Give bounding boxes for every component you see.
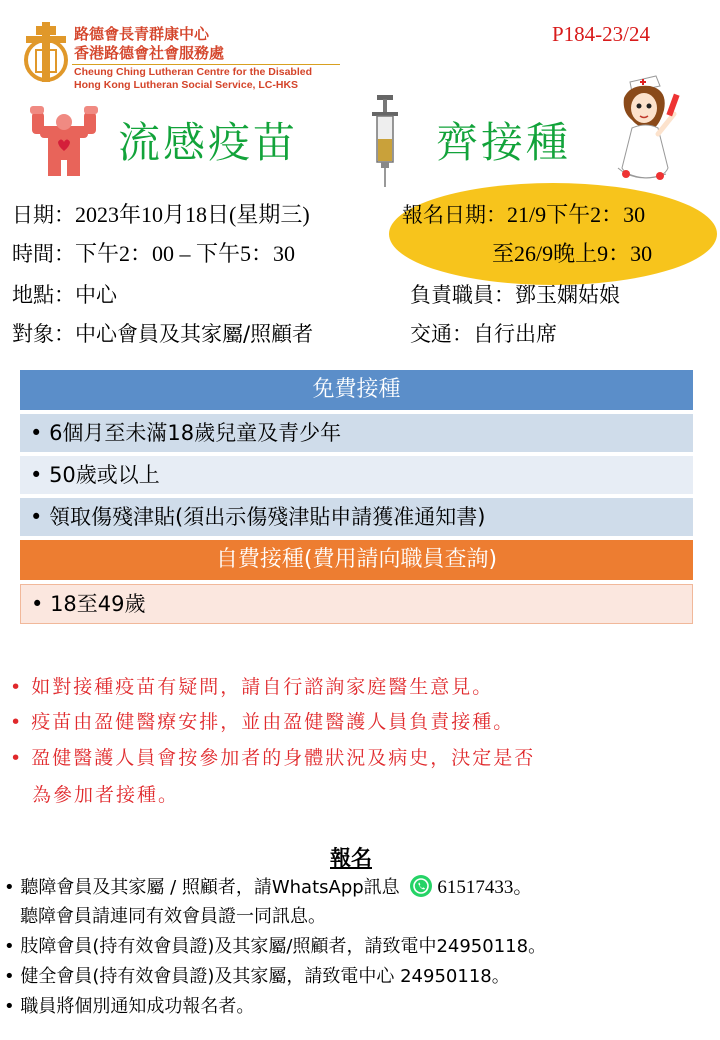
org-name-en-1: Cheung Ching Lutheran Centre for the Disabled — [74, 66, 313, 78]
venue-value: 中心 — [75, 283, 117, 307]
strongman-heart-icon — [30, 104, 98, 178]
reg-item-1: • 聽障會員及其家屬 / 照顧者，請WhatsApp訊息 61517433。 — [4, 872, 532, 899]
doc-code: P184-23/24 — [552, 22, 651, 46]
paid-section-header: 自費接種(費用請向職員查詢) — [20, 540, 693, 580]
registration-title: 報名 — [330, 846, 372, 870]
free-item-2: • 50歲或以上 — [20, 456, 693, 494]
free-item-text: 領取傷殘津貼(須出示傷殘津貼申請獲准通知書) — [49, 505, 486, 529]
reg-date-value: 21/9下午2：30 — [507, 202, 646, 227]
venue-label: 地點： — [12, 283, 75, 307]
org-divider — [72, 64, 340, 65]
paid-item-text: 18至49歲 — [50, 592, 146, 616]
vaccination-table — [20, 370, 693, 624]
org-name-zh-1: 路德會長青群康中心 — [74, 25, 210, 43]
venue-line — [12, 279, 117, 309]
target-value: 中心會員及其家屬/照顧者 — [75, 322, 314, 346]
staff-label: 負責職員： — [410, 283, 515, 307]
note-3-cont — [32, 780, 179, 807]
free-item-1: • 6個月至未滿18歲兒童及青少年 — [20, 414, 693, 452]
staff-value: 鄧玉嫻姑娘 — [515, 283, 620, 307]
target-label: 對象： — [12, 322, 75, 346]
reg-item-4: • 職員將個別通知成功報名者。 — [4, 996, 255, 1017]
title-part2: 齊接種 — [436, 118, 572, 167]
lutheran-cross-logo — [22, 22, 70, 84]
transport-value: 自行出席 — [473, 322, 557, 346]
reg-item-3: • 健全會員(持有效會員證)及其家屬，請致電中心 24950118。 — [4, 966, 510, 987]
whatsapp-number: 61517433。 — [437, 877, 533, 898]
org-name-zh-2: 香港路德會社會服務處 — [74, 44, 225, 62]
note-1: • 如對接種疫苗有疑問，請自行諮詢家庭醫生意見。 — [10, 676, 494, 698]
note-text: 疫苗由盈健醫療安排，並由盈健醫護人員負責接種。 — [31, 711, 515, 733]
free-section-header: 免費接種 — [20, 370, 693, 410]
note-2: • 疫苗由盈健醫療安排，並由盈健醫護人員負責接種。 — [10, 711, 515, 733]
target-line — [12, 318, 313, 348]
reg-item-1-cont — [20, 902, 326, 928]
reg-date-label: 報名日期： — [402, 203, 507, 227]
reg-item-text: 肢障會員(持有效會員證)及其家屬/照顧者，請致電中24950118。 — [20, 936, 547, 957]
free-item-text: 6個月至未滿18歲兒童及青少年 — [49, 421, 342, 445]
note-3: • 盈健醫護人員會按參加者的身體狀況及病史，決定是否 — [10, 747, 536, 769]
date-line — [12, 198, 310, 229]
date-label: 日期： — [12, 203, 75, 227]
time-value: 下午2：00 – 下午5：30 — [75, 241, 296, 266]
reg-item-text: 聽障會員及其家屬 / 照顧者，請WhatsApp訊息 — [20, 877, 400, 898]
note-text: 盈健醫護人員會按參加者的身體狀況及病史，決定是否 — [31, 747, 536, 769]
org-name-en-2: Hong Kong Lutheran Social Service, LC-HKS — [74, 79, 299, 91]
reg-item-2: • 肢障會員(持有效會員證)及其家屬/照顧者，請致電中24950118。 — [4, 936, 547, 957]
staff-line — [410, 279, 620, 309]
whatsapp-icon — [409, 874, 433, 898]
syringe-icon — [368, 95, 402, 187]
note-text: 為參加者接種。 — [32, 784, 180, 806]
reg-item-text: 健全會員(持有效會員證)及其家屬，請致電中心 24950118。 — [20, 966, 510, 987]
free-item-text: 50歲或以上 — [49, 463, 160, 487]
note-text: 如對接種疫苗有疑問，請自行諮詢家庭醫生意見。 — [31, 676, 494, 698]
reg-item-text: 職員將個別通知成功報名者。 — [20, 996, 255, 1017]
time-line — [12, 237, 295, 268]
time-label: 時間： — [12, 242, 75, 266]
reg-date-end-line — [492, 237, 652, 268]
paid-item-1: • 18至49歲 — [20, 584, 693, 624]
transport-label: 交通： — [410, 322, 473, 346]
title-part1: 流感疫苗 — [118, 118, 299, 167]
reg-date-end: 至26/9晚上9：30 — [492, 241, 653, 266]
free-item-3: • 領取傷殘津貼(須出示傷殘津貼申請獲准通知書) — [20, 498, 693, 536]
reg-date-line — [402, 198, 645, 229]
transport-line — [410, 318, 557, 348]
date-value: 2023年10月18日(星期三) — [75, 202, 310, 227]
nurse-illustration — [610, 72, 686, 184]
reg-item-text: 聽障會員請連同有效會員證一同訊息。 — [20, 906, 326, 927]
